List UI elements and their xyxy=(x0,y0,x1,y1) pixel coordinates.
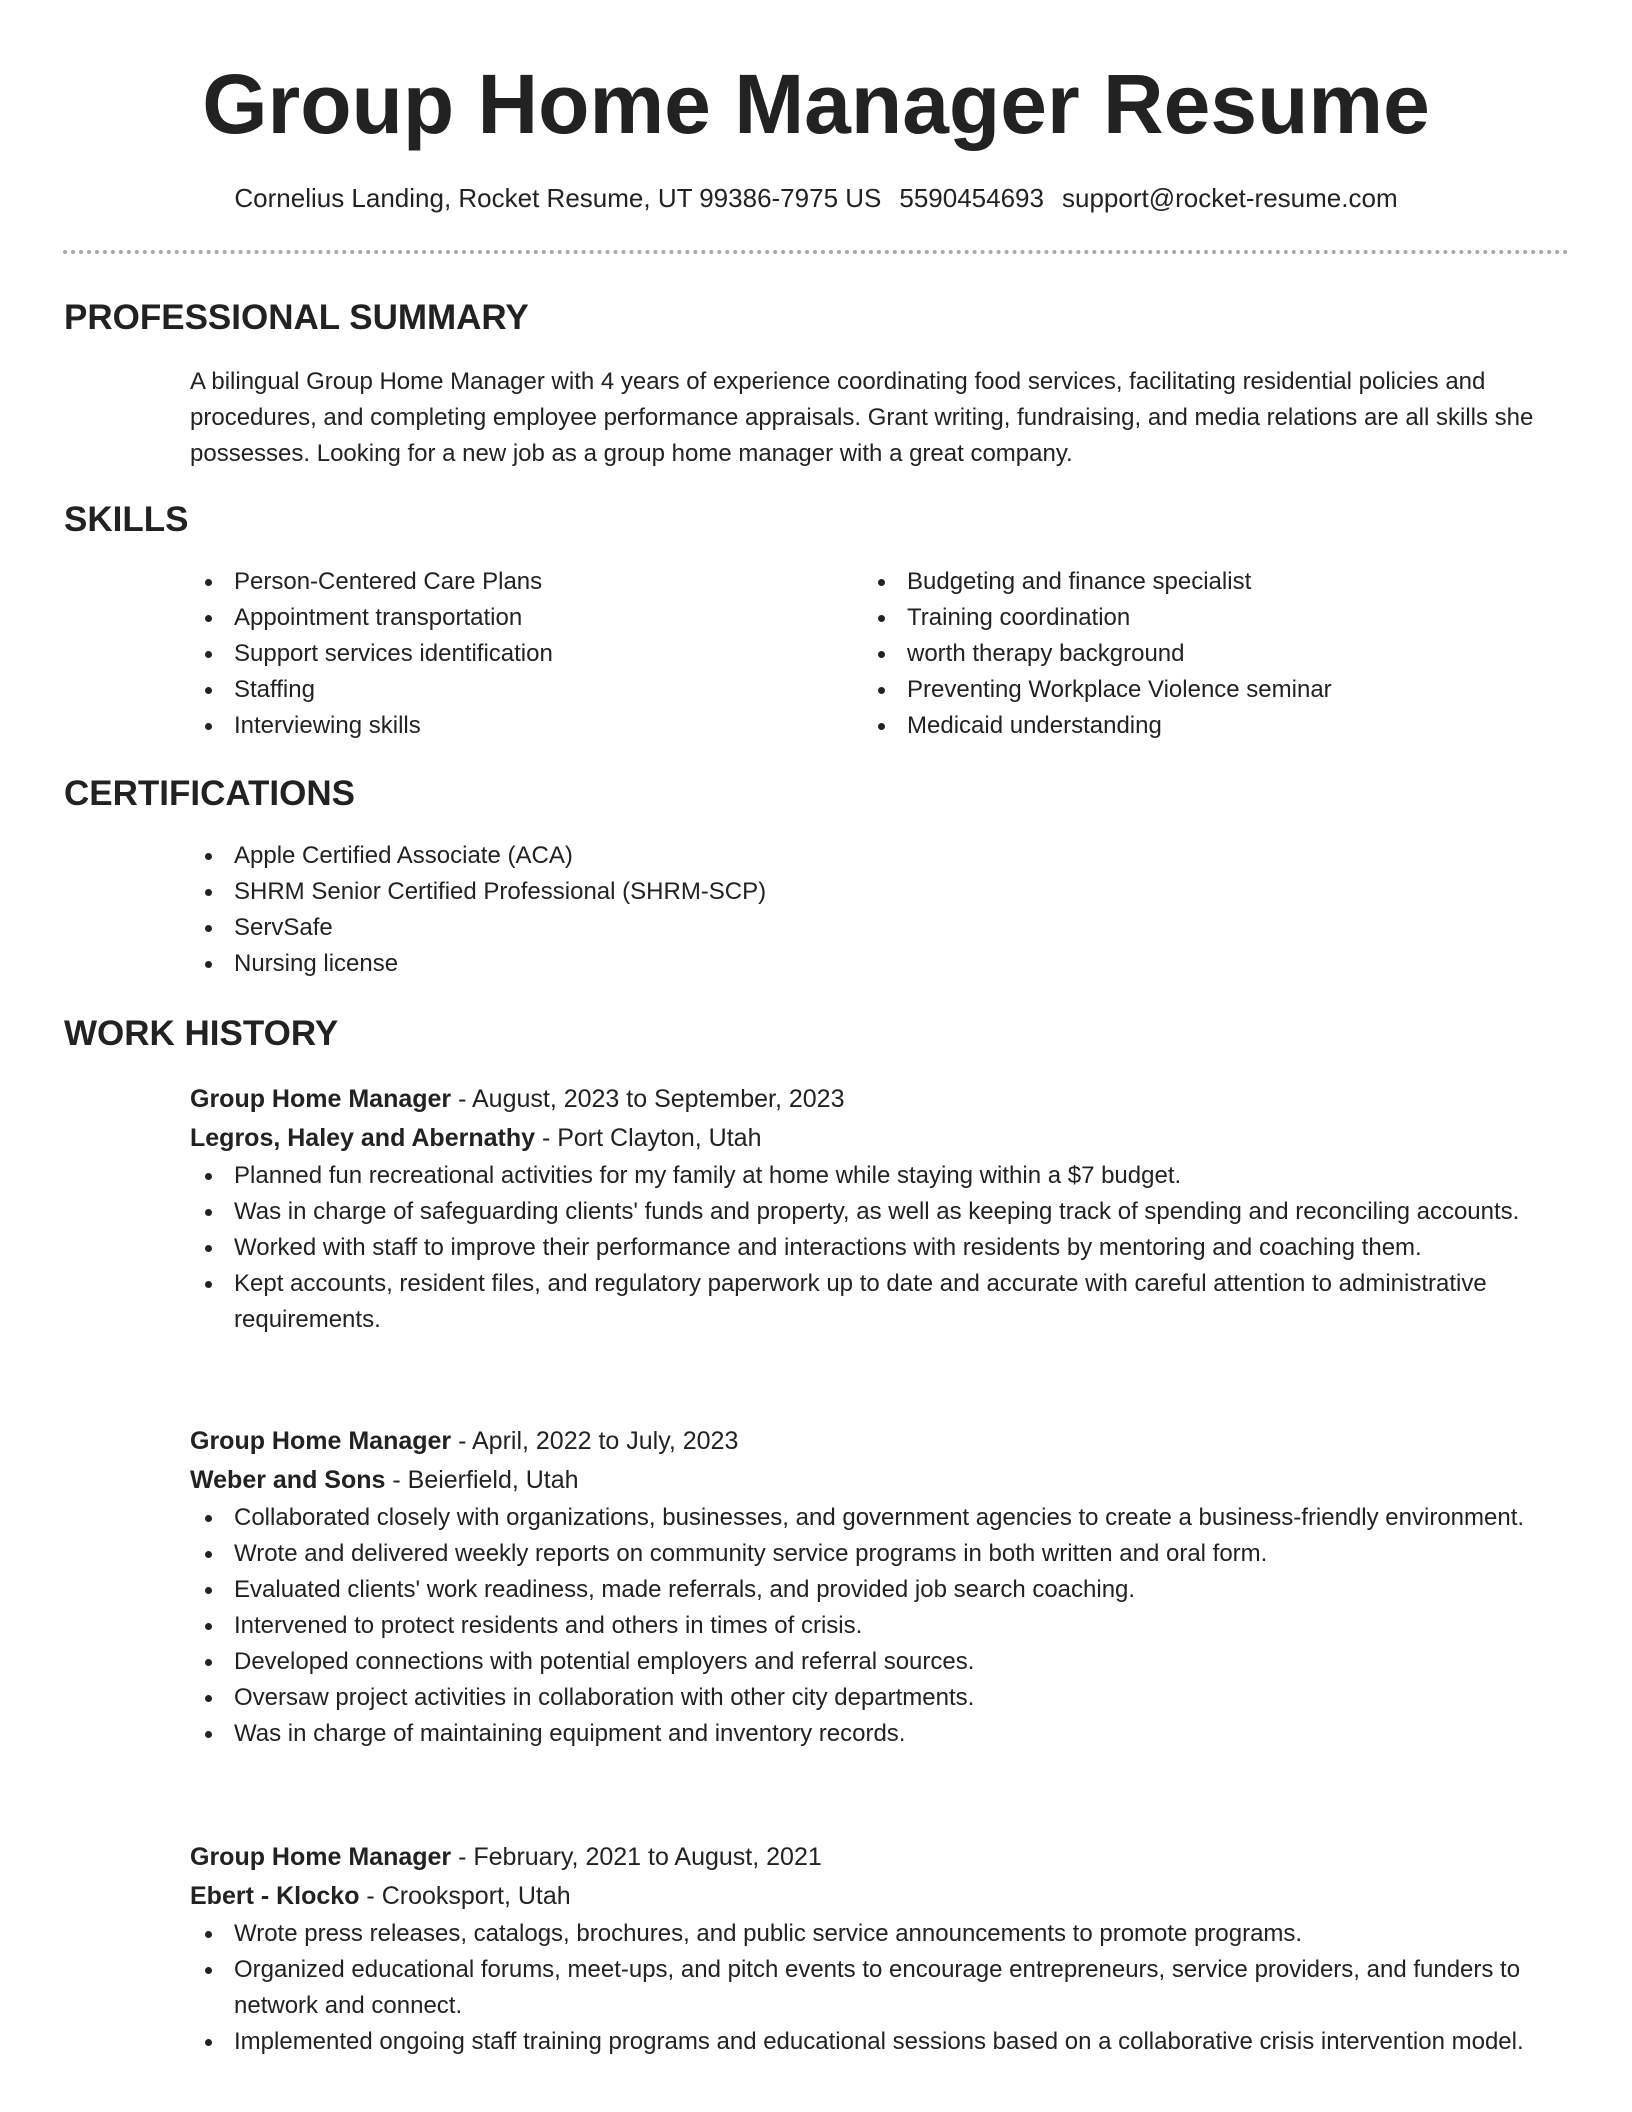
header-divider xyxy=(63,250,1569,254)
job-location: - Port Clayton, Utah xyxy=(535,1124,762,1152)
summary-heading: PROFESSIONAL SUMMARY xyxy=(64,298,529,337)
job-location: - Crooksport, Utah xyxy=(359,1882,571,1910)
job-entry xyxy=(190,1838,1570,2060)
job-title-line xyxy=(190,1422,1570,1461)
contact-info xyxy=(0,180,1632,216)
certifications-heading: CERTIFICATIONS xyxy=(64,774,356,813)
skills-left-column xyxy=(190,564,850,744)
skill-item: Budgeting and finance specialist xyxy=(863,564,1563,600)
job-duty-item: Worked with staff to improve their performance and interactions with residents by mentoring and coaching them. xyxy=(190,1230,1570,1266)
job-title: Group Home Manager xyxy=(190,1843,452,1871)
certifications-section xyxy=(190,838,1570,982)
job-duty-item: Was in charge of maintaining equipment and inventory records. xyxy=(190,1716,1570,1752)
job-company: Ebert - Klocko xyxy=(190,1882,360,1910)
job-duty-item: Collaborated closely with organizations, businesses, and government agencies to create a business-friendly environment. xyxy=(190,1500,1570,1536)
job-company-line xyxy=(190,1461,1570,1500)
job-duty-item: Evaluated clients' work readiness, made referrals, and provided job search coaching. xyxy=(190,1572,1570,1608)
job-title-line xyxy=(190,1838,1570,1877)
certifications-list xyxy=(190,838,1570,982)
skills-heading: SKILLS xyxy=(64,500,189,539)
page-title: Group Home Manager Resume xyxy=(202,57,1430,151)
skill-item: Support services identification xyxy=(190,636,850,672)
job-location: - Beierfield, Utah xyxy=(385,1466,579,1494)
job-duty-item: Kept accounts, resident files, and regulatory paperwork up to date and accurate with careful attention to administrative requirements. xyxy=(190,1266,1570,1338)
job-company-line xyxy=(190,1877,1570,1916)
job-dates: - August, 2023 to September, 2023 xyxy=(451,1085,845,1113)
summary-text: A bilingual Group Home Manager with 4 years of experience coordinating food services, facilitating residential policies and procedures, and completing employee performance appraisals. Grant writing, fundraising, and media relations are all skills she possesses. Looking for a new job as a group home manager with a great company. xyxy=(190,368,1534,467)
job-duties-list xyxy=(190,1158,1570,1338)
certification-item: ServSafe xyxy=(190,910,1570,946)
job-duties-list xyxy=(190,1500,1570,1752)
contact-address: Cornelius Landing, Rocket Resume, UT 99386-7975 US xyxy=(234,183,882,213)
skills-right-column xyxy=(863,564,1563,744)
contact-email: support@rocket-resume.com xyxy=(1061,183,1398,213)
job-duty-item: Intervened to protect residents and others in times of crisis. xyxy=(190,1608,1570,1644)
job-duty-item: Planned fun recreational activities for my family at home while staying within a $7 budget. xyxy=(190,1158,1570,1194)
job-duty-item: Wrote and delivered weekly reports on community service programs in both written and oral form. xyxy=(190,1536,1570,1572)
skill-item: Medicaid understanding xyxy=(863,708,1563,744)
job-title: Group Home Manager xyxy=(190,1427,452,1455)
job-title: Group Home Manager xyxy=(190,1085,452,1113)
skill-item: worth therapy background xyxy=(863,636,1563,672)
job-entry xyxy=(190,1422,1570,1752)
certification-item: Nursing license xyxy=(190,946,1570,982)
skill-item: Interviewing skills xyxy=(190,708,850,744)
job-duty-item: Wrote press releases, catalogs, brochures, and public service announcements to promote programs. xyxy=(190,1916,1570,1952)
work-history-heading: WORK HISTORY xyxy=(64,1014,339,1053)
skills-list-left xyxy=(190,564,850,744)
job-duty-item: Oversaw project activities in collaboration with other city departments. xyxy=(190,1680,1570,1716)
skill-item: Appointment transportation xyxy=(190,600,850,636)
job-duties-list xyxy=(190,1916,1570,2060)
contact-phone: 5590454693 xyxy=(899,183,1044,213)
job-dates: - April, 2022 to July, 2023 xyxy=(451,1427,739,1455)
job-title-line xyxy=(190,1080,1570,1119)
job-company-line xyxy=(190,1119,1570,1158)
job-duty-item: Implemented ongoing staff training programs and educational sessions based on a collaborative crisis intervention model. xyxy=(190,2024,1570,2060)
skill-item: Staffing xyxy=(190,672,850,708)
job-company: Weber and Sons xyxy=(190,1466,386,1494)
skill-item: Preventing Workplace Violence seminar xyxy=(863,672,1563,708)
job-company: Legros, Haley and Abernathy xyxy=(190,1124,535,1152)
certification-item: SHRM Senior Certified Professional (SHRM-SCP) xyxy=(190,874,1570,910)
job-duty-item: Organized educational forums, meet-ups, and pitch events to encourage entrepreneurs, service providers, and funders to network and connect. xyxy=(190,1952,1570,2024)
job-dates: - February, 2021 to August, 2021 xyxy=(451,1843,822,1871)
skills-list-right xyxy=(863,564,1563,744)
certification-item: Apple Certified Associate (ACA) xyxy=(190,838,1570,874)
skill-item: Training coordination xyxy=(863,600,1563,636)
job-entry xyxy=(190,1080,1570,1338)
job-duty-item: Was in charge of safeguarding clients' funds and property, as well as keeping track of spending and reconciling accounts. xyxy=(190,1194,1570,1230)
job-duty-item: Developed connections with potential employers and referral sources. xyxy=(190,1644,1570,1680)
skill-item: Person-Centered Care Plans xyxy=(190,564,850,600)
summary-section xyxy=(190,364,1550,472)
